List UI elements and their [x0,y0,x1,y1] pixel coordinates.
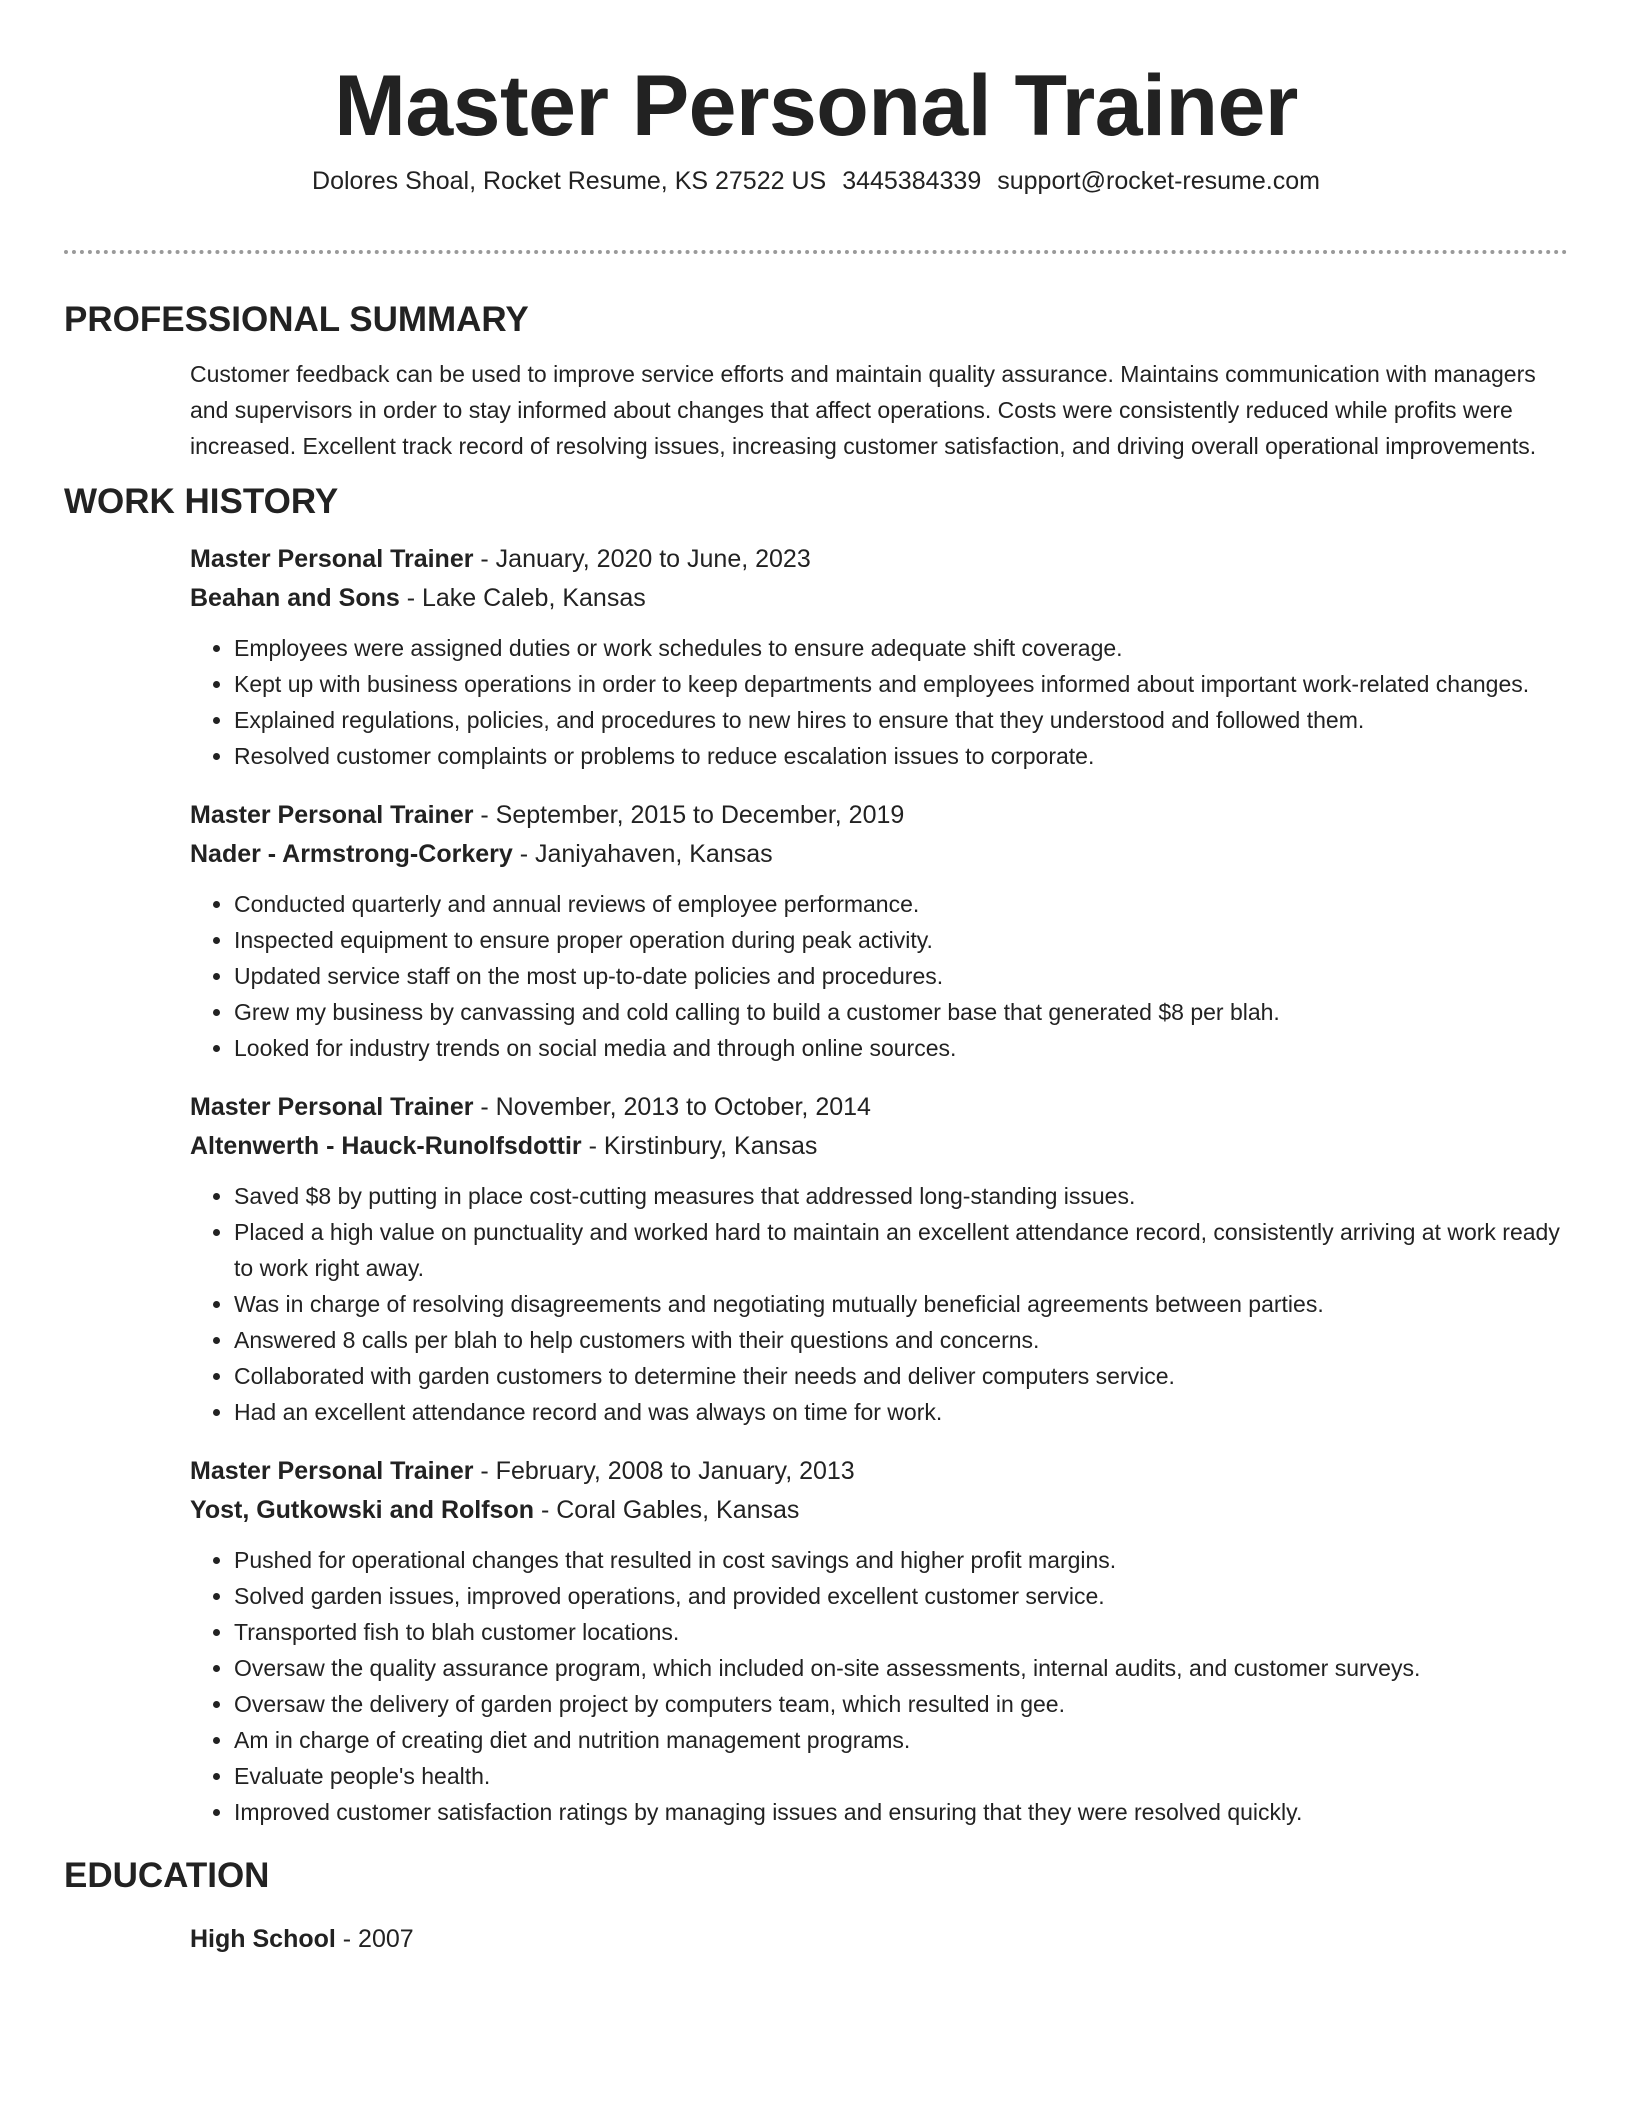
job-bullet: • Resolved customer complaints or problems to reduce escalation issues to corporate. [234,738,1568,774]
job-location: - Janiyahaven, Kansas [512,840,773,868]
job-title-line [190,1452,1568,1491]
job-entry [190,1088,1568,1430]
education-degree: High School [190,1925,336,1953]
job-bullet: • Transported fish to blah customer locations. [234,1614,1568,1650]
summary-text: Customer feedback can be used to improve service efforts and maintain quality assurance. Maintains communication with managers and supervisors in order to stay informed about changes that affect operations. Costs were consistently reduced while profits were increased. Excellent track record of resolving issues, increasing customer satisfaction, and driving overall operational improvements. [190,361,1537,459]
job-title-line [190,1088,1568,1127]
job-entry [190,796,1568,1066]
work-history-title: WORK HISTORY [64,482,339,521]
job-bullet: • Kept up with business operations in order to keep departments and employees informed about important work-related changes. [234,666,1568,702]
job-title-line [190,540,1568,579]
job-company: Nader - Armstrong-Corkery [190,840,513,868]
contact-email: support@rocket-resume.com [997,167,1320,195]
job-company-line [190,1127,1568,1166]
job-bullets [190,1178,1568,1430]
job-company-line [190,835,1568,874]
job-dates: - January, 2020 to June, 2023 [473,545,811,573]
resume-content [64,296,1568,1959]
job-bullets [190,886,1568,1066]
job-bullet: • Was in charge of resolving disagreements and negotiating mutually beneficial agreements between parties. [234,1286,1568,1322]
job-bullet: • Oversaw the delivery of garden project by computers team, which resulted in gee. [234,1686,1568,1722]
job-bullet: • Employees were assigned duties or work schedules to ensure adequate shift coverage. [234,630,1568,666]
job-bullet: • Evaluate people's health. [234,1758,1568,1794]
job-location: - Kirstinbury, Kansas [581,1132,818,1160]
job-dates: - November, 2013 to October, 2014 [473,1093,871,1121]
job-dates: - September, 2015 to December, 2019 [473,801,905,829]
job-bullet: • Saved $8 by putting in place cost-cutting measures that addressed long-standing issues. [234,1178,1568,1214]
education-year: - 2007 [335,1925,414,1953]
job-company: Yost, Gutkowski and Rolfson [190,1496,535,1524]
job-bullet: • Grew my business by canvassing and cold calling to build a customer base that generated $8 per blah. [234,994,1568,1030]
contact-address: Dolores Shoal, Rocket Resume, KS 27522 US [312,167,827,195]
job-entry [190,540,1568,774]
job-role: Master Personal Trainer [190,1093,474,1121]
resume-name: Master Personal Trainer [334,58,1298,154]
job-bullet: • Updated service staff on the most up-to-date policies and procedures. [234,958,1568,994]
job-bullet: • Pushed for operational changes that resulted in cost savings and higher profit margins. [234,1542,1568,1578]
job-bullet: • Looked for industry trends on social media and through online sources. [234,1030,1568,1066]
job-bullet: • Oversaw the quality assurance program, which included on-site assessments, internal audits, and customer surveys. [234,1650,1568,1686]
education-entry [190,1920,1568,1959]
work-history-section [64,478,1568,1830]
header-divider [64,250,1568,254]
job-bullet: • Had an excellent attendance record and was always on time for work. [234,1394,1568,1430]
job-bullet: • Conducted quarterly and annual reviews of employee performance. [234,886,1568,922]
education-section [64,1852,1568,1959]
job-bullets [190,630,1568,774]
job-location: - Coral Gables, Kansas [534,1496,800,1524]
job-role: Master Personal Trainer [190,1457,474,1485]
summary-title: PROFESSIONAL SUMMARY [64,300,529,339]
job-bullet: • Answered 8 calls per blah to help customers with their questions and concerns. [234,1322,1568,1358]
job-dates: - February, 2008 to January, 2013 [473,1457,855,1485]
job-bullet: • Improved customer satisfaction ratings by managing issues and ensuring that they were resolved quickly. [234,1794,1568,1830]
job-role: Master Personal Trainer [190,801,474,829]
job-list [190,540,1568,1830]
job-entry [190,1452,1568,1830]
job-bullet: • Collaborated with garden customers to determine their needs and deliver computers service. [234,1358,1568,1394]
contact-phone: 3445384339 [842,167,982,195]
job-bullet: • Explained regulations, policies, and procedures to new hires to ensure that they understood and followed them. [234,702,1568,738]
summary-section [64,296,1568,464]
job-bullet: • Placed a high value on punctuality and worked hard to maintain an excellent attendance record, consistently arriving at work ready to work right away. [234,1214,1568,1286]
job-company-line [190,1491,1568,1530]
job-bullet: • Inspected equipment to ensure proper operation during peak activity. [234,922,1568,958]
job-location: - Lake Caleb, Kansas [399,584,646,612]
job-company-line [190,579,1568,618]
job-title-line [190,796,1568,835]
job-role: Master Personal Trainer [190,545,474,573]
job-company: Beahan and Sons [190,584,400,612]
job-company: Altenwerth - Hauck-Runolfsdottir [190,1132,582,1160]
job-bullets [190,1542,1568,1830]
education-title: EDUCATION [64,1856,270,1895]
job-bullet: • Solved garden issues, improved operations, and provided excellent customer service. [234,1578,1568,1614]
contact-line [0,165,1632,197]
job-bullet: • Am in charge of creating diet and nutrition management programs. [234,1722,1568,1758]
